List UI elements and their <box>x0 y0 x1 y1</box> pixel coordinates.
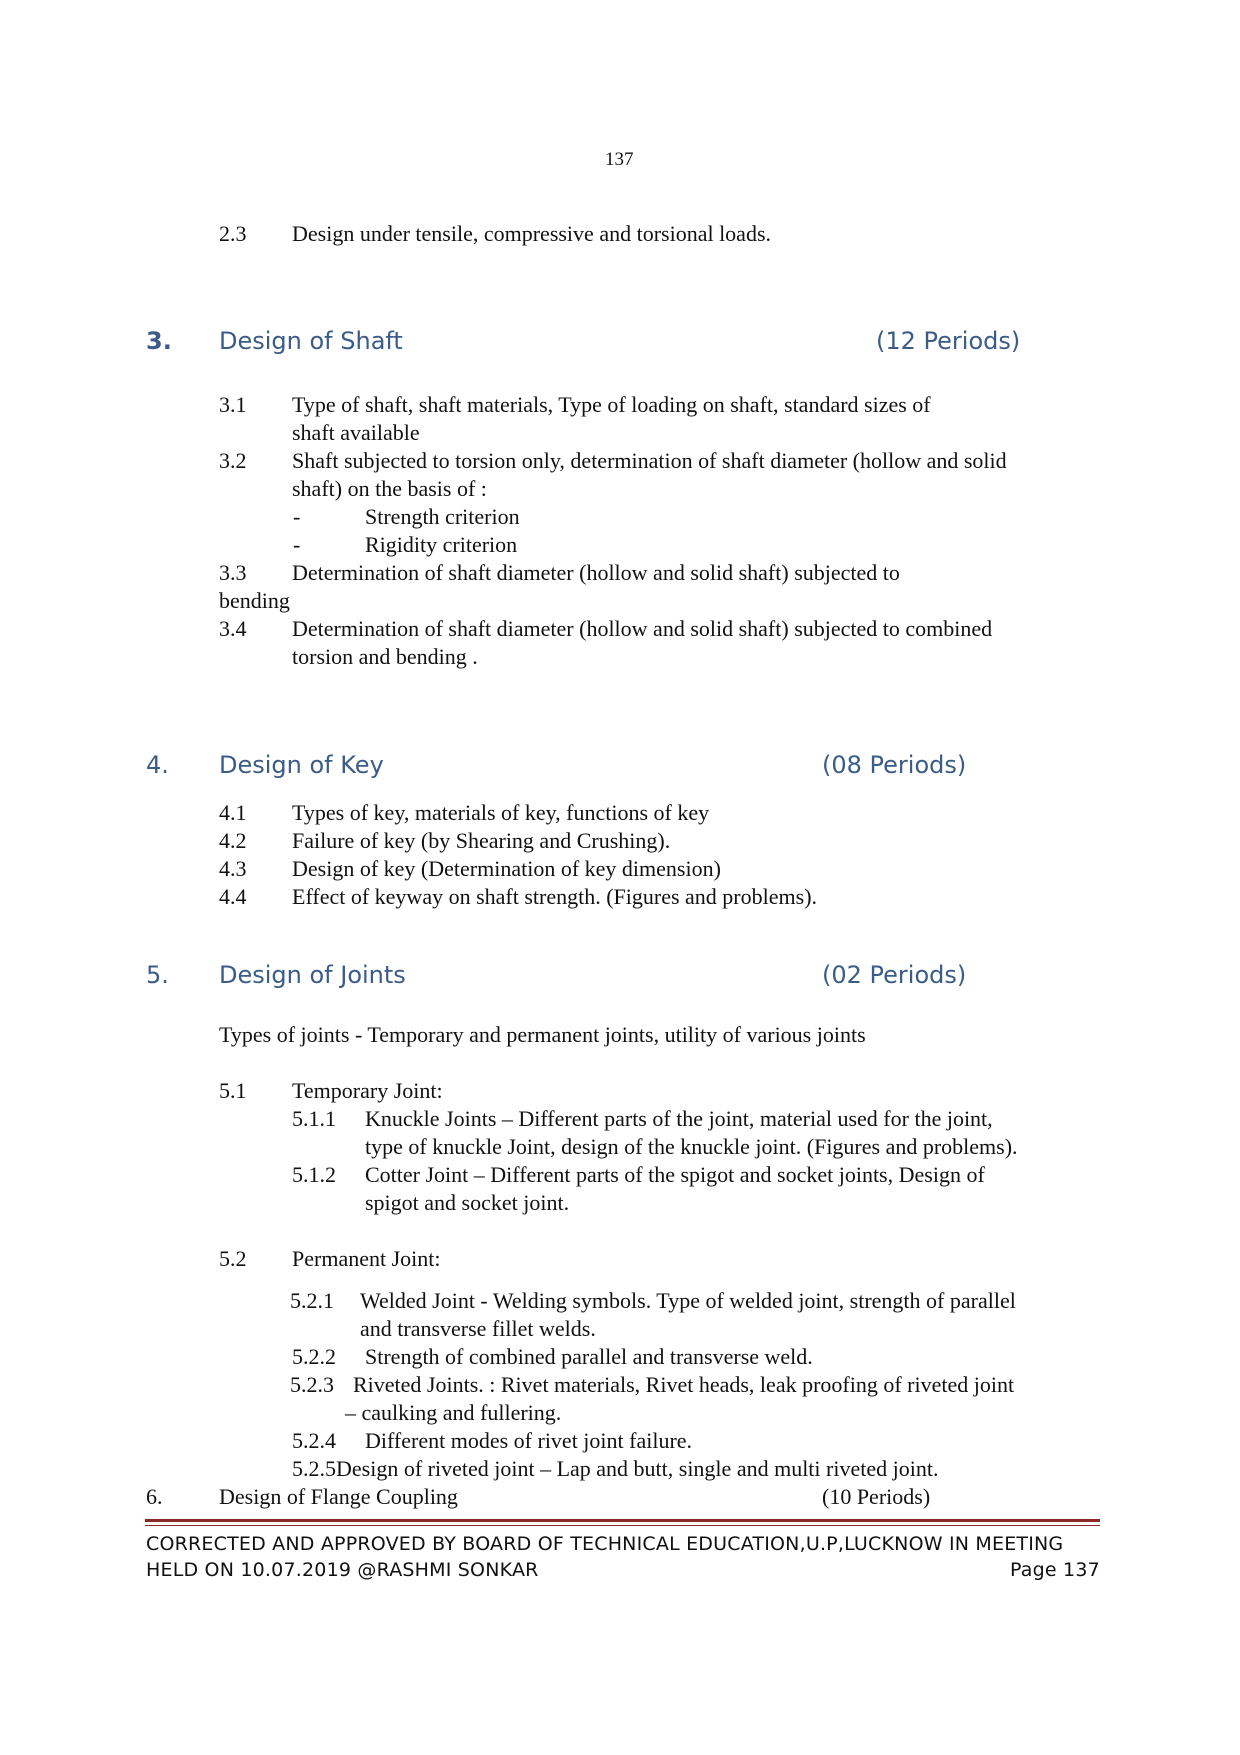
item-5-1-number: 5.1 <box>219 1078 247 1103</box>
section-4-title: Design of Key <box>219 751 384 779</box>
item-5-1-2-line2: spigot and socket joint. <box>365 1190 570 1215</box>
item-5-2-3-line1: Riveted Joints. : Rivet materials, Rivet heads, leak proofing of riveted joint <box>353 1372 1015 1397</box>
item-5-1-2-number: 5.1.2 <box>292 1162 336 1187</box>
section-4-periods: (08 Periods) <box>822 751 967 779</box>
footer-rule-thin <box>145 1525 1100 1526</box>
item-3-3-line1: Determination of shaft diameter (hollow and solid shaft) subjected to <box>292 560 900 585</box>
bullet-dash: - <box>293 532 301 557</box>
item-5-2-1-line2: and transverse fillet welds. <box>360 1316 596 1341</box>
section-3-number: 3. <box>146 327 172 355</box>
item-5-1-text: Temporary Joint: <box>292 1078 443 1103</box>
item-3-4-line2: torsion and bending . <box>292 644 478 669</box>
section-3-periods: (12 Periods) <box>876 327 1021 355</box>
item-5-2-1-line1: Welded Joint - Welding symbols. Type of welded joint, strength of parallel <box>360 1288 1016 1313</box>
item-4-4-text: Effect of keyway on shaft strength. (Figures and problems). <box>292 884 818 909</box>
item-4-2-number: 4.2 <box>219 828 247 853</box>
item-3-4-number: 3.4 <box>219 616 247 641</box>
item-4-3-text: Design of key (Determination of key dimension) <box>292 856 721 881</box>
item-4-2-text: Failure of key (by Shearing and Crushing). <box>292 828 671 853</box>
footer-approval-line1: CORRECTED AND APPROVED BY BOARD OF TECHNICAL EDUCATION,U.P,LUCKNOW IN MEETING <box>146 1533 1064 1555</box>
item-5-2-3-line2: – caulking and fullering. <box>345 1400 562 1425</box>
item-2-3-number: 2.3 <box>219 221 247 246</box>
item-5-2-number: 5.2 <box>219 1246 247 1271</box>
section-6-periods: (10 Periods) <box>822 1484 931 1509</box>
footer-page-number: Page 137 <box>1010 1559 1100 1581</box>
item-5-2-3-number: 5.2.3 <box>290 1372 334 1397</box>
item-5-2-2-text: Strength of combined parallel and transverse weld. <box>365 1344 813 1369</box>
item-5-2-4-text: Different modes of rivet joint failure. <box>365 1428 693 1453</box>
item-4-1-text: Types of key, materials of key, functions of key <box>292 800 710 825</box>
item-5-1-2-line1: Cotter Joint – Different parts of the spigot and socket joints, Design of <box>365 1162 985 1187</box>
item-3-1-line2: shaft available <box>292 420 420 445</box>
item-4-3-number: 4.3 <box>219 856 247 881</box>
item-3-2-line2: shaft) on the basis of : <box>292 476 487 501</box>
item-3-2-line1: Shaft subjected to torsion only, determination of shaft diameter (hollow and solid <box>292 448 1007 473</box>
page-number: 137 <box>605 149 634 170</box>
item-5-1-1-line2: type of knuckle Joint, design of the knuckle joint. (Figures and problems). <box>365 1134 1018 1159</box>
item-4-4-number: 4.4 <box>219 884 247 909</box>
section-4-number: 4. <box>146 751 169 779</box>
bullet-rigidity-criterion: Rigidity criterion <box>365 532 518 557</box>
section-5-title: Design of Joints <box>219 961 406 989</box>
bullet-strength-criterion: Strength criterion <box>365 504 520 529</box>
item-3-4-line1: Determination of shaft diameter (hollow and solid shaft) subjected to combined <box>292 616 993 641</box>
section-3-title: Design of Shaft <box>219 327 403 355</box>
item-3-2-number: 3.2 <box>219 448 247 473</box>
footer-approval-line2: HELD ON 10.07.2019 @RASHMI SONKAR <box>146 1559 539 1581</box>
item-5-1-1-number: 5.1.1 <box>292 1106 336 1131</box>
footer-rule-thick <box>145 1519 1100 1522</box>
item-5-2-2-number: 5.2.2 <box>292 1344 336 1369</box>
section-5-intro: Types of joints - Temporary and permanent joints, utility of various joints <box>219 1022 866 1047</box>
item-5-1-1-line1: Knuckle Joints – Different parts of the joint, material used for the joint, <box>365 1106 993 1131</box>
item-2-3-text: Design under tensile, compressive and torsional loads. <box>292 221 772 246</box>
bullet-dash: - <box>293 504 301 529</box>
item-5-2-5-text: 5.2.5Design of riveted joint – Lap and butt, single and multi riveted joint. <box>292 1456 939 1481</box>
item-5-2-4-number: 5.2.4 <box>292 1428 336 1453</box>
section-6-title: Design of Flange Coupling <box>219 1484 458 1509</box>
item-3-3-line2: bending <box>219 588 290 613</box>
item-3-3-number: 3.3 <box>219 560 247 585</box>
item-5-2-1-number: 5.2.1 <box>290 1288 334 1313</box>
section-5-periods: (02 Periods) <box>822 961 967 989</box>
section-6-number: 6. <box>146 1484 163 1509</box>
section-5-number: 5. <box>146 961 169 989</box>
item-3-1-line1: Type of shaft, shaft materials, Type of loading on shaft, standard sizes of <box>292 392 931 417</box>
item-5-2-text: Permanent Joint: <box>292 1246 441 1271</box>
item-3-1-number: 3.1 <box>219 392 247 417</box>
item-4-1-number: 4.1 <box>219 800 247 825</box>
